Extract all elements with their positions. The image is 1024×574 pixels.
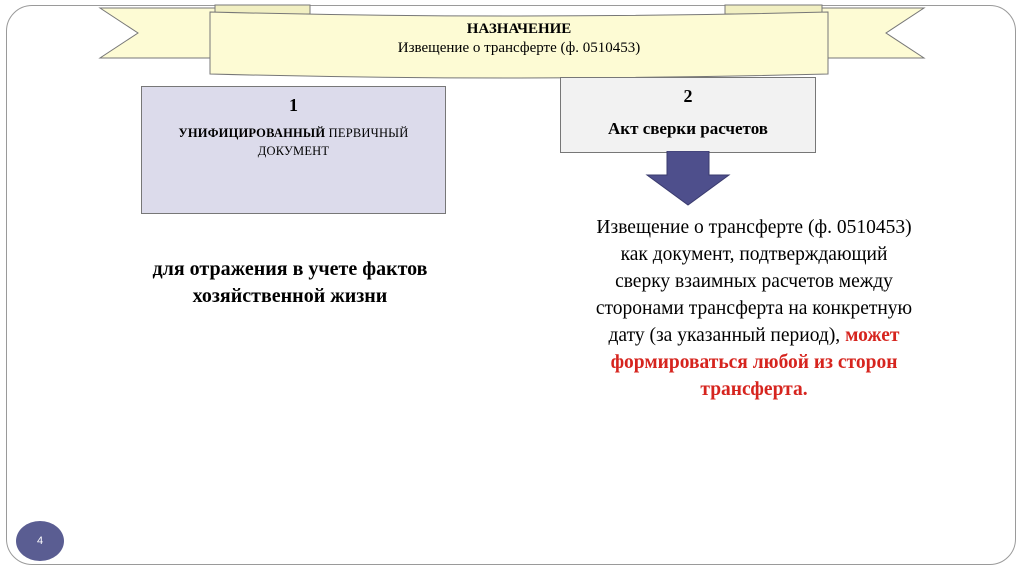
banner-subtitle: Извещение о трансферте (ф. 0510453): [397, 40, 641, 56]
box-1-bold-text: УНИФИЦИРОВАННЫЙ: [178, 126, 326, 140]
page-number-badge: 4: [16, 521, 64, 561]
box-1-rest-text: ПЕРВИЧНЫЙ ДОКУМЕНТ: [257, 126, 409, 158]
box-reconciliation-act: [560, 77, 816, 153]
banner-title: НАЗНАЧЕНИЕ: [466, 21, 572, 37]
box-unified-document: [141, 86, 446, 214]
purpose-banner: [210, 12, 828, 74]
right-description-normal: Извещение о трансферте (ф. 0510453) как документ, подтверждающий сверку взаимных расчетов между сторонами трансферта на конкретную дату (за указанный период),: [595, 217, 913, 346]
box-2-text: Акт сверки расчетов: [608, 119, 768, 138]
right-description: [594, 214, 914, 403]
right-description-highlight: может формироваться любой из сторон трансферта.: [610, 325, 900, 400]
left-description: для отражения в учете фактов хозяйственной жизни: [152, 258, 428, 307]
down-arrow-icon: [645, 151, 731, 207]
box-1-number: 1: [289, 95, 298, 115]
box-2-number: 2: [683, 86, 693, 106]
box-1-text: [142, 124, 445, 160]
